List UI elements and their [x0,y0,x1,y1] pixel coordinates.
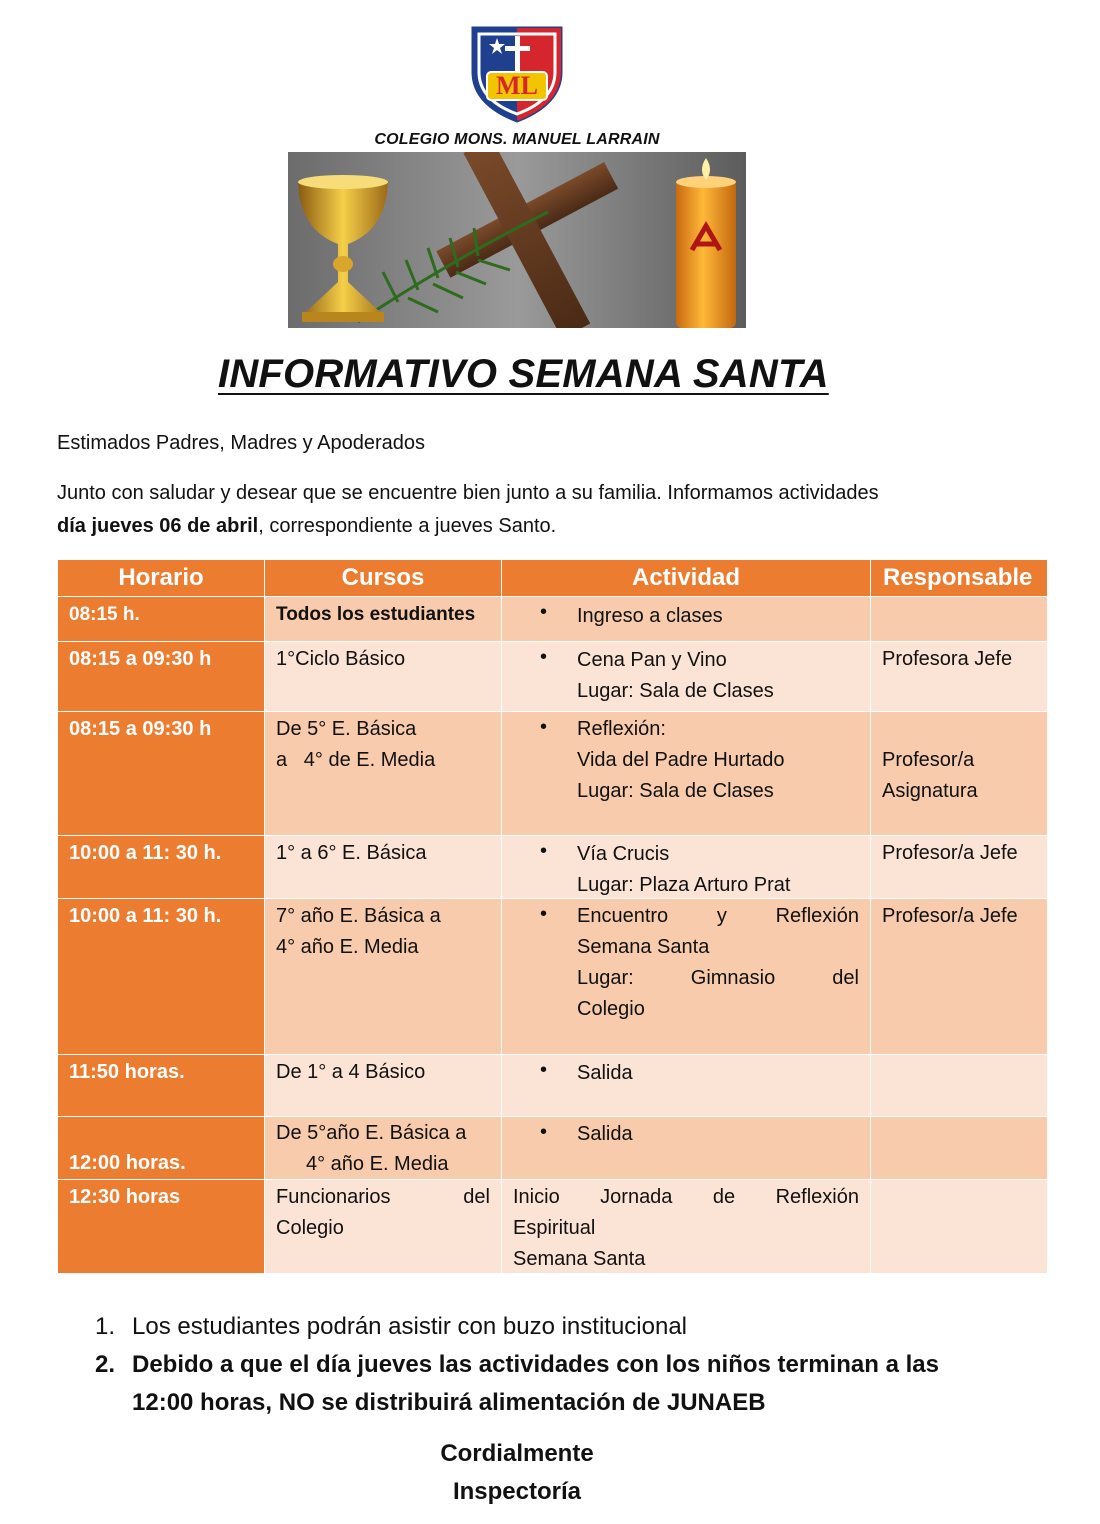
header-cursos: Cursos [264,560,501,596]
activity-cell: • Vía Crucis Lugar: Plaza Arturo Prat [501,836,870,899]
table-row [58,835,1047,899]
table-row [58,596,1047,642]
activity-line-justified: Encuentro y Reflexión [577,905,859,927]
bullet-icon: • [540,1121,548,1143]
time-cell: 12:30 horas [58,1180,264,1273]
notes-list [95,1308,939,1422]
school-name: COLEGIO MONS. MANUEL LARRAIN [374,131,660,148]
courses-cell: 7° año E. Básica a 4° año E. Media [264,899,501,1055]
bullet-icon: • [540,1059,548,1081]
activity-line-justified: Inicio Jornada de Reflexión [513,1186,859,1208]
courses-cell: Todos los estudiantes [264,597,501,642]
svg-text:ML: ML [496,71,538,100]
intro-text-line2 [57,509,556,543]
closing-salutation: Cordialmente [440,1440,594,1467]
table-row [58,711,1047,836]
activity-cell: • Encuentro y Reflexión Semana Santa Lugar: Gimnasio del Colegio [501,899,870,1055]
courses-cell: De 1° a 4 Básico [264,1055,501,1117]
table-row [58,1116,1047,1180]
responsible-cell: Profesor/a Jefe [870,899,1047,1055]
responsible-cell [870,597,1047,642]
note-item: 1. Los estudiantes podrán asistir con buzo institucional [95,1313,687,1340]
bullet-icon: • [540,903,548,925]
schedule-table [58,560,1047,1272]
note-item: 2. Debido a que el día jueves las actividades con los niños terminan a las 12:00 horas, NO se distribuirá alimentación de JUNAEB [95,1351,939,1416]
time-cell: 08:15 a 09:30 h [58,712,264,836]
table-row [58,1179,1047,1273]
table-header-row [58,560,1047,596]
school-crest-logo [469,24,565,124]
time-cell: 10:00 a 11: 30 h. [58,836,264,899]
time-cell: 08:15 a 09:30 h [58,642,264,712]
bullet-icon: • [540,601,548,623]
easter-banner-image [288,152,746,328]
responsible-cell [870,1117,1047,1180]
bullet-icon: • [540,646,548,668]
responsible-cell: Profesora Jefe [870,642,1047,712]
intro-text-line1: Junto con saludar y desear que se encuentre bien junto a su familia. Informamos actividades [57,482,879,504]
time-cell: 12:00 horas. [58,1117,264,1180]
header-responsable: Responsable [870,560,1047,596]
courses-cell: De 5°año E. Básica a 4° año E. Media [264,1117,501,1180]
intro-text-rest: , correspondiente a jueves Santo. [258,515,557,537]
bullet-icon: • [540,840,548,862]
table-row [58,641,1047,712]
responsible-cell [870,1180,1047,1273]
time-cell: 11:50 horas. [58,1055,264,1117]
header-actividad: Actividad [501,560,870,596]
time-cell: 08:15 h. [58,597,264,642]
courses-line-justified: Funcionarios del [276,1186,490,1208]
courses-cell: Funcionarios del Colegio [264,1180,501,1273]
activity-cell: • Salida [501,1117,870,1180]
courses-cell: 1°Ciclo Básico [264,642,501,712]
bullet-icon: • [540,716,548,738]
header-horario: Horario [58,560,264,596]
activity-cell: Inicio Jornada de Reflexión Espiritual Semana Santa [501,1180,870,1273]
page-title: INFORMATIVO SEMANA SANTA [218,352,829,396]
responsible-cell: Profesor/a Jefe [870,836,1047,899]
courses-cell: De 5° E. Básica a 4° de E. Media [264,712,501,836]
responsible-cell: Profesor/a Asignatura [870,712,1047,836]
table-row [58,1054,1047,1117]
closing-signature: Inspectoría [452,1478,582,1505]
table-row [58,898,1047,1055]
activity-line-justified: Lugar: Gimnasio del [577,967,859,989]
activity-cell: • Salida [501,1055,870,1117]
responsible-cell [870,1055,1047,1117]
greeting-text: Estimados Padres, Madres y Apoderados [57,432,425,454]
time-cell: 10:00 a 11: 30 h. [58,899,264,1055]
activity-cell: • Reflexión: Vida del Padre Hurtado Lugar: Sala de Clases [501,712,870,836]
activity-cell: • Ingreso a clases [501,597,870,642]
courses-cell: 1° a 6° E. Básica [264,836,501,899]
activity-cell: • Cena Pan y Vino Lugar: Sala de Clases [501,642,870,712]
intro-date-bold: día jueves 06 de abril [57,515,259,537]
